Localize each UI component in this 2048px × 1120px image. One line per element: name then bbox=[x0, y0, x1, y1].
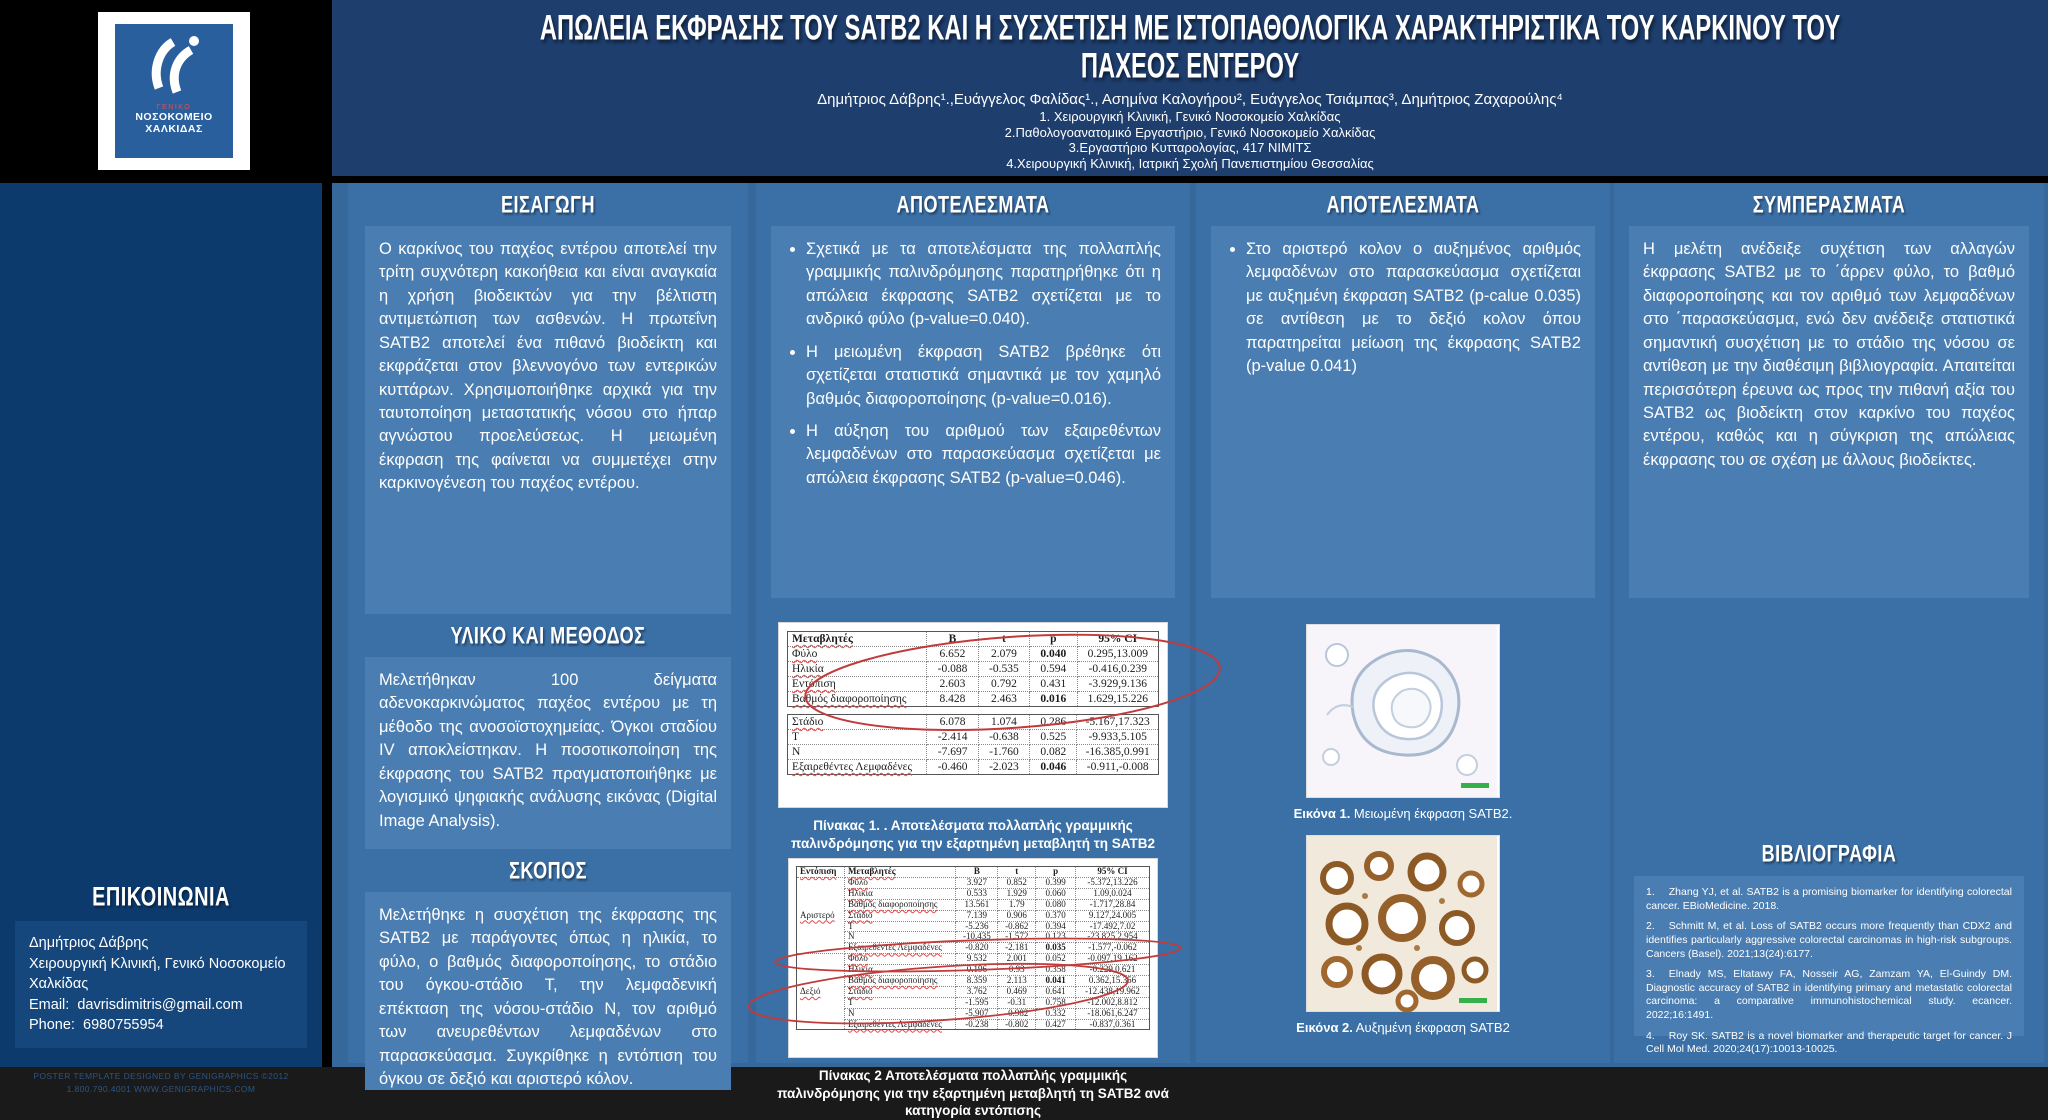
table-cell: 0.082 bbox=[1030, 745, 1077, 760]
table-row bbox=[797, 965, 1150, 976]
contact-box bbox=[15, 921, 307, 1048]
table-row bbox=[797, 943, 1150, 954]
title-line-1: ΑΠΩΛΕΙΑ ΕΚΦΡΑΣΗΣ ΤΟΥ SATB2 ΚΑΙ Η ΣΥΣΧΕΤΙΣΗ ΜΕ ΙΣΤΟΠΑΘΟΛΟΓΙΚΑ ΧΑΡΑΚΤΗΡΙΣΤΙΚΑ ΤΟΥ ΚΑΡΚΙΝΟΥ ΤΟΥ bbox=[539, 8, 1841, 48]
table-cell: -0.837,0.361 bbox=[1076, 1019, 1150, 1030]
table-row bbox=[797, 954, 1150, 965]
purpose-text: Μελετήθηκε η συσχέτιση της έκφρασης της SATB2 με παράγοντες όπως η ηλικία, το φύλο, ο βαθμός διαφοροποίησης, το στάδιο του όγκου-στάδιο Τ, την λεμφαδενική επέκταση της νόσου-στάδιο Ν, τον αριθμό των ανευρεθέντων λεμφαδένων στο παρασκεύασμα. Συγκρίθηκε η εντόπιση του όγκου σε δεξιό και αριστερό κόλον. bbox=[365, 892, 731, 1090]
contact-line: Δημήτριος Δάβρης bbox=[29, 935, 149, 951]
table-cell: 0.399 bbox=[1036, 877, 1076, 888]
table-row bbox=[788, 677, 1159, 692]
contact-heading: ΕΠΙΚΟΙΝΩΝΙΑ bbox=[92, 882, 230, 913]
figure2-caption bbox=[1196, 1020, 1610, 1036]
table-cell: 0.040 bbox=[1030, 647, 1077, 662]
table-cell: 95% CI bbox=[1077, 632, 1159, 647]
template-credit bbox=[0, 1070, 322, 1097]
table-cell: Φύλο bbox=[844, 877, 955, 888]
bullet-item: • Στο αριστερό κολον ο αυξημένος αριθμός λεμφαδένων στο παρασκεύασμα σχετίζεται με αυξημένη έκφραση SATB2 (p-calue 0.035) σε αντίθεση με το δεξιό κολον όπου παρατηρείται μείωση της έκφρασης SATB2 (p-value 0.041) bbox=[1246, 238, 1581, 379]
table-cell: -5.236 bbox=[956, 921, 998, 932]
bibliography-heading: ΒΙΒΛΙΟΓΡΑΦΙΑ bbox=[1761, 840, 1897, 868]
table-cell: Μεταβλητές bbox=[844, 867, 955, 878]
results2-text bbox=[1211, 226, 1595, 598]
table-cell: Εξαιρεθέντες Λεμφαδένες bbox=[844, 943, 955, 954]
table-cell: Βαθμός διαφοροποίησης bbox=[844, 899, 955, 910]
table-cell: 0.016 bbox=[1030, 692, 1077, 707]
sidebar-divider bbox=[322, 183, 332, 1067]
table-cell: 1.629,15.226 bbox=[1077, 692, 1159, 707]
table-cell: -10.435 bbox=[956, 932, 998, 943]
table-cell: -1.717,28.84 bbox=[1076, 899, 1150, 910]
reference-number: 3. bbox=[1646, 968, 1655, 981]
column-conclusions bbox=[1614, 183, 2044, 1063]
reference-text: Roy SK. SATB2 is a novel biomarker and therapeutic target for cancer. J Cell Mol Med. 2020;24(17):10013-10025. bbox=[1646, 1029, 2012, 1056]
table-row bbox=[788, 715, 1159, 730]
table-cell: -0.416,0.239 bbox=[1077, 662, 1159, 677]
table-row bbox=[788, 692, 1159, 707]
intro-heading: ΕΙΣΑΓΩΓΗ bbox=[501, 191, 595, 219]
table-cell: 0.525 bbox=[1030, 730, 1077, 745]
table-cell: -1.572 bbox=[998, 932, 1036, 943]
logo-text-chalkidas: ΧΑΛΚΙΔΑΣ bbox=[145, 123, 203, 135]
figure1-caption-text: Μειωμένη έκφραση SATB2. bbox=[1350, 806, 1513, 821]
table-cell: Ηλικία bbox=[844, 965, 955, 976]
table-cell: T bbox=[788, 730, 927, 745]
table-cell: Εντόπιση bbox=[797, 867, 845, 878]
table-cell: 0.060 bbox=[1036, 888, 1076, 899]
table-cell: p bbox=[1030, 632, 1077, 647]
table-cell: Μεταβλητές bbox=[788, 632, 927, 647]
contact-line: Email: davrisdimitris@gmail.com bbox=[29, 996, 243, 1013]
table-cell: -0.31 bbox=[998, 997, 1036, 1008]
figure2-caption-text: Αυξημένη έκφραση SATB2 bbox=[1352, 1020, 1510, 1036]
table-cell: 6.652 bbox=[927, 647, 978, 662]
table-cell: 2.603 bbox=[927, 677, 978, 692]
table-row bbox=[797, 932, 1150, 943]
table-cell: 6.078 bbox=[927, 715, 978, 730]
table-cell: 0.427 bbox=[1036, 1019, 1076, 1030]
header-separator bbox=[0, 176, 2048, 183]
table-cell: 0.041 bbox=[1036, 976, 1076, 987]
table-cell: 0.431 bbox=[1030, 677, 1077, 692]
table-cell: 0.641 bbox=[1036, 986, 1076, 997]
table-cell: -0.982 bbox=[998, 1008, 1036, 1019]
table-cell: Ηλικία bbox=[788, 662, 927, 677]
table-cell: 0.358 bbox=[1036, 965, 1076, 976]
table-row bbox=[797, 976, 1150, 987]
table-cell: p bbox=[1036, 867, 1076, 878]
logo-text-geniko: ΓΕΝΙΚΟ bbox=[156, 104, 192, 111]
column-results-1 bbox=[756, 183, 1190, 1119]
table-cell: 0.196 bbox=[956, 965, 998, 976]
table-cell: -0.097,19.162 bbox=[1076, 954, 1150, 965]
table-cell: -3.929,9.136 bbox=[1077, 677, 1159, 692]
contact-line: Phone: 6980755954 bbox=[29, 1017, 164, 1034]
authors-line: Δημήτριος Δάβρης¹.,Ευάγγελος Φαλίδας¹., Ασημίνα Καλογήρου², Ευάγγελος Τσιάμπας³, Δημήτριος Ζαχαρούλης⁴ bbox=[817, 91, 1563, 108]
table-cell: -0.535 bbox=[978, 662, 1029, 677]
table-cell: 8.359 bbox=[956, 976, 998, 987]
table-cell: 0.394 bbox=[1036, 921, 1076, 932]
table-cell: -1.577,-0.062 bbox=[1076, 943, 1150, 954]
table-cell: -5.372,13.226 bbox=[1076, 877, 1150, 888]
table-row bbox=[797, 899, 1150, 910]
figure1-caption-label: Εικόνα 1. bbox=[1293, 806, 1351, 821]
table-cell: N bbox=[844, 1008, 955, 1019]
sidebar bbox=[0, 183, 322, 1095]
table-cell: -23.825,2.954 bbox=[1076, 932, 1150, 943]
table-cell: -0.862 bbox=[998, 921, 1036, 932]
table-cell: 0.533 bbox=[956, 888, 998, 899]
table-cell: 0.035 bbox=[1036, 943, 1076, 954]
poster-header bbox=[332, 0, 2048, 176]
table-cell: 0.594 bbox=[1030, 662, 1077, 677]
table-cell: -0.460 bbox=[927, 760, 978, 775]
reference-text: Zhang YJ, et al. SATB2 is a promising biomarker for identifying colorectal cancer. EBioMedicine. 2018. bbox=[1646, 886, 2012, 912]
table-cell: Φύλο bbox=[788, 647, 927, 662]
table-cell: -7.697 bbox=[927, 745, 978, 760]
table-cell: 0.93 bbox=[998, 965, 1036, 976]
table-cell: 0.852 bbox=[998, 877, 1036, 888]
table-cell: 0.370 bbox=[1036, 910, 1076, 921]
table-header-row bbox=[788, 632, 1159, 647]
table-cell: -5.907 bbox=[956, 1008, 998, 1019]
reference-item bbox=[1646, 886, 2012, 913]
regression-table-by-location bbox=[796, 866, 1150, 1030]
conclusions-heading: ΣΥΜΠΕΡΑΣΜΑΤΑ bbox=[1752, 191, 1906, 219]
table-header-row bbox=[797, 867, 1150, 878]
contact-line: Χειρουργική Κλινική, Γενικό Νοσοκομείο Χαλκίδας bbox=[29, 955, 290, 993]
table1-caption: Πίνακας 1. . Αποτελέσματα πολλαπλής γραμμικής παλινδρόμησης για την εξαρτημένη μεταβλητή τη SATB2 bbox=[791, 818, 1155, 851]
table-cell: -1.760 bbox=[978, 745, 1029, 760]
table-row bbox=[797, 877, 1150, 888]
table-cell: 0.052 bbox=[1036, 954, 1076, 965]
table-cell: Δεξιό bbox=[797, 954, 845, 1030]
table-row bbox=[788, 647, 1159, 662]
template-credit-line2: 1.800.790.4001 WWW.GENIGRAPHICS.COM bbox=[66, 1084, 256, 1095]
reference-text: Elnady MS, Eltatawy FA, Nosseir AG, Zamzam YA, El-Guindy DM. Diagnostic accuracy of SATB2 in identifying primary and metastatic colorectal carcinoma: a comparative immunohistochemical study. ecancer. 2022;16:1491. bbox=[1646, 968, 2012, 1022]
table-cell: N bbox=[788, 745, 927, 760]
table-cell: -18.061,6.247 bbox=[1076, 1008, 1150, 1019]
table-cell: -5.167,17.323 bbox=[1077, 715, 1159, 730]
affiliation-line: 2.Παθολογοανατομικό Εργαστήριο, Γενικό Νοσοκομείο Χαλκίδας bbox=[1004, 124, 1376, 140]
table-row bbox=[788, 745, 1159, 760]
table-cell: -12.002,8.812 bbox=[1076, 997, 1150, 1008]
table-cell: 2.113 bbox=[998, 976, 1036, 987]
table-cell: 0.295,13.009 bbox=[1077, 647, 1159, 662]
regression-table-top bbox=[787, 631, 1159, 707]
table-cell: 0.123 bbox=[1036, 932, 1076, 943]
table-row bbox=[797, 1019, 1150, 1030]
table-row bbox=[797, 1008, 1150, 1019]
table-cell: 0.362,15.356 bbox=[1076, 976, 1150, 987]
table-cell: Εξαιρεθέντες Λεμφαδένες bbox=[788, 760, 927, 775]
table1-box bbox=[778, 622, 1168, 808]
table-cell: 2.079 bbox=[978, 647, 1029, 662]
table-cell: 7.139 bbox=[956, 910, 998, 921]
micrograph-high-satb2 bbox=[1307, 836, 1497, 1011]
table-cell: 0.758 bbox=[1036, 997, 1076, 1008]
table-cell: -2.023 bbox=[978, 760, 1029, 775]
table2-box bbox=[788, 858, 1158, 1058]
table-cell: Βαθμός διαφοροποίησης bbox=[788, 692, 927, 707]
table-cell: Στάδιο bbox=[788, 715, 927, 730]
table-cell: 0.286 bbox=[1030, 715, 1077, 730]
table-cell: N bbox=[844, 932, 955, 943]
table-cell: -0.802 bbox=[998, 1019, 1036, 1030]
table-cell: B bbox=[956, 867, 998, 878]
bullet-item: • Σχετικά με τα αποτελέσματα της πολλαπλής γραμμικής παλινδρόμησης παρατηρήθηκε ότι η απώλεια έκφρασης SATB2 σχετίζεται με το ανδρικό φύλο (p-value=0.040). bbox=[806, 238, 1161, 332]
table-cell: 0.046 bbox=[1030, 760, 1077, 775]
table-cell: Βαθμός διαφοροποίησης bbox=[844, 976, 955, 987]
table-cell: -0.911,-0.008 bbox=[1077, 760, 1159, 775]
reference-text: Schmitt M, et al. Loss of SATB2 occurs more frequently than CDX2 and identifies particularly aggressive colorectal carcinomas in high-risk subgroups. Cancers (Basel). 2021;13(24):6177. bbox=[1646, 920, 2012, 960]
reference-number: 1. bbox=[1646, 886, 1655, 898]
bullet-item: • Η αύξηση του αριθμού των εξαιρεθέντων λεμφαδένων στο παρασκεύασμα σχετίζεται με απώλεια έκφρασης SATB2 (p-value=0.046). bbox=[806, 420, 1161, 490]
table-cell: 3.762 bbox=[956, 986, 998, 997]
table-cell: T bbox=[844, 921, 955, 932]
table-cell: 2.463 bbox=[978, 692, 1029, 707]
bullet-item: • Η μειωμένη έκφραση SATB2 βρέθηκε ότι σχετίζεται στατιστικά σημαντικά με τον χαμηλό βαθμός διαφοροποίησης (p-value=0.016). bbox=[806, 341, 1161, 411]
table-cell: Φύλο bbox=[844, 954, 955, 965]
table2-caption: Πίνακας 2 Αποτελέσματα πολλαπλής γραμμικής παλινδρόμησης για την εξαρτημένη μεταβλητή τη SATB2 ανά κατηγορία εντόπισης bbox=[777, 1068, 1169, 1119]
reference-item bbox=[1646, 920, 2012, 961]
references-box bbox=[1634, 876, 2024, 1056]
reference-item bbox=[1646, 968, 2012, 1023]
table-cell: 0.332 bbox=[1036, 1008, 1076, 1019]
table-cell: -16.385,0.991 bbox=[1077, 745, 1159, 760]
table-cell: 0.792 bbox=[978, 677, 1029, 692]
figure1-caption bbox=[1196, 806, 1610, 822]
results2-list bbox=[1225, 238, 1581, 379]
results2-heading: ΑΠΟΤΕΛΕΣΜΑΤΑ bbox=[1326, 191, 1480, 219]
table-cell: Στάδιο bbox=[844, 986, 955, 997]
affiliation-lines bbox=[332, 109, 2048, 171]
table-cell: 1.074 bbox=[978, 715, 1029, 730]
table-cell: 9.127,24.005 bbox=[1076, 910, 1150, 921]
table-row bbox=[797, 997, 1150, 1008]
table-cell: 0.469 bbox=[998, 986, 1036, 997]
results1-text bbox=[771, 226, 1175, 598]
reference-item bbox=[1646, 1030, 2012, 1057]
intro-text: Ο καρκίνος του παχέος εντέρου αποτελεί την τρίτη συχνότερη κακοήθεια και είναι αναγκαία η χρήση βιοδεικτών για την βέλτιστη αντιμετώπιση των ασθενών. Η πρωτεΐνη SATB2 αποτελεί ένα πιθανό βιοδείκτη και εκφράζεται στον βλεννογόνο των εντερικών κυττάρων. Χρησιμοποιήθηκε αρχικά για την ταυτοποίηση μεταστατικής νόσου στο ήπαρ αγνώστου προελεύσεως. Η μειωμένη έκφραση της φαίνεται να συμμετέχει στην καρκινογένεση του παχέος εντέρου. bbox=[365, 226, 731, 614]
column-results-2 bbox=[1196, 183, 1610, 1063]
header-left-panel bbox=[0, 0, 332, 183]
affiliation-line: 3.Εργαστήριο Κυτταρολογίας, 417 ΝΙΜΙΤΣ bbox=[1068, 140, 1312, 155]
logo-text-nosokomeio: ΝΟΣΟΚΟΜΕΙΟ bbox=[135, 111, 213, 123]
affiliation-line: 4.Χειρουργική Κλινική, Ιατρική Σχολή Πανεπιστημίου Θεσσαλίας bbox=[1006, 155, 1374, 171]
table-row bbox=[788, 730, 1159, 745]
table-cell: 1.09,0.024 bbox=[1076, 888, 1150, 899]
table-cell: Εξαιρεθέντες Λεμφαδένες bbox=[844, 1019, 955, 1030]
affiliation-line: 1. Χειρουργική Κλινική, Γενικό Νοσοκομείο Χαλκίδας bbox=[1039, 109, 1341, 124]
hospital-logo-glyph bbox=[139, 32, 209, 96]
poster-title bbox=[332, 0, 2048, 85]
table-cell: -1.595 bbox=[956, 997, 998, 1008]
table-cell: -9.933,5.105 bbox=[1077, 730, 1159, 745]
methods-text: Μελετήθηκαν 100 δείγματα αδενοκαρκινώματος παχέος εντέρου με τη μέθοδο της ανοσοϊστοχημείας. Όγκοι σταδίου IV αποκλείστηκαν. Η ποσοτικοποίηση της έκφρασης του SATB2 πραγματοποιήθηκε με λογισμικό ψηφιακής ανάλυσης εικόνας (Digital Image Analysis). bbox=[365, 657, 731, 849]
table-cell: 2.001 bbox=[998, 954, 1036, 965]
conclusions-text: Η μελέτη ανέδειξε συχέτιση των αλλαγών έκφρασης SATB2 με το ΄άρρεν φύλο, το βαθμό διαφοροποίησης και τον αριθμό των λεμφαδένων στο ΄παρασκεύασμα, ενώ δεν ανέδειξε στατιστικά σημαντική συσχέτιση με το στάδιο της νόσου σε αντίθεση με την διαθέσιμη βιβλιογραφία. Απαιτείται περισσότερη έρευνα ως προς την πιθανή αξία του SATB2 ως βιοδείκτη στον καρκίνο του παχέος εντέρου, καθώς και η σύγκριση της απώλειας έκφρασης του σε σχέση με άλλους βιοδείκτες. bbox=[1629, 226, 2029, 598]
template-credit-line1: POSTER TEMPLATE DESIGNED BY GENIGRAPHICS ©2012 bbox=[33, 1070, 289, 1081]
table-cell: B bbox=[927, 632, 978, 647]
table-cell: 13.561 bbox=[956, 899, 998, 910]
table-cell: -17.492,7.02 bbox=[1076, 921, 1150, 932]
table-cell: Στάδιο bbox=[844, 910, 955, 921]
table-cell: T bbox=[844, 997, 955, 1008]
table-cell: 1.79 bbox=[998, 899, 1036, 910]
table-cell: 9.532 bbox=[956, 954, 998, 965]
table-cell: 0.080 bbox=[1036, 899, 1076, 910]
reference-number: 2. bbox=[1646, 920, 1655, 933]
figure2-image bbox=[1306, 835, 1500, 1012]
table-row bbox=[797, 921, 1150, 932]
hospital-logo-emblem bbox=[115, 24, 233, 158]
poster-body bbox=[332, 183, 2048, 1119]
table-cell: -0.238 bbox=[956, 1019, 998, 1030]
table-cell: 95% CI bbox=[1076, 867, 1150, 878]
table-row bbox=[797, 888, 1150, 899]
table-cell: 0.906 bbox=[998, 910, 1036, 921]
table-cell: 1.929 bbox=[998, 888, 1036, 899]
micrograph-low-satb2 bbox=[1307, 625, 1497, 797]
figure2-caption-label: Εικόνα 2. bbox=[1296, 1020, 1353, 1036]
table-cell: -0.638 bbox=[978, 730, 1029, 745]
table-cell: t bbox=[978, 632, 1029, 647]
table-cell: 3.927 bbox=[956, 877, 998, 888]
table-cell: Αριστερό bbox=[797, 877, 845, 953]
table-cell: 8.428 bbox=[927, 692, 978, 707]
reference-number: 4. bbox=[1646, 1029, 1655, 1042]
table-cell: -0.820 bbox=[956, 943, 998, 954]
table-row bbox=[788, 662, 1159, 677]
methods-heading: ΥΛΙΚΟ ΚΑΙ ΜΕΘΟΔΟΣ bbox=[450, 622, 646, 650]
table-row bbox=[797, 986, 1150, 997]
results1-heading: ΑΠΟΤΕΛΕΣΜΑΤΑ bbox=[896, 191, 1050, 219]
table-row bbox=[797, 910, 1150, 921]
table-cell: t bbox=[998, 867, 1036, 878]
regression-table-bottom bbox=[787, 714, 1159, 775]
table-cell: -12.438,19.962 bbox=[1076, 986, 1150, 997]
table-cell: -2.414 bbox=[927, 730, 978, 745]
table-cell: -2.181 bbox=[998, 943, 1036, 954]
purpose-heading: ΣΚΟΠΟΣ bbox=[509, 857, 587, 885]
column-introduction bbox=[348, 183, 748, 1088]
table-row bbox=[788, 760, 1159, 775]
table-cell: -0.088 bbox=[927, 662, 978, 677]
table-cell: Ηλικία bbox=[844, 888, 955, 899]
table-cell: -0.229,0.621 bbox=[1076, 965, 1150, 976]
table-cell: Εντόπιση bbox=[788, 677, 927, 692]
hospital-logo bbox=[98, 12, 250, 170]
title-line-2: ΠΑΧΕΟΣ ΕΝΤΕΡΟΥ bbox=[1080, 46, 1300, 86]
results1-list bbox=[785, 238, 1161, 490]
figure1-image bbox=[1306, 624, 1500, 798]
